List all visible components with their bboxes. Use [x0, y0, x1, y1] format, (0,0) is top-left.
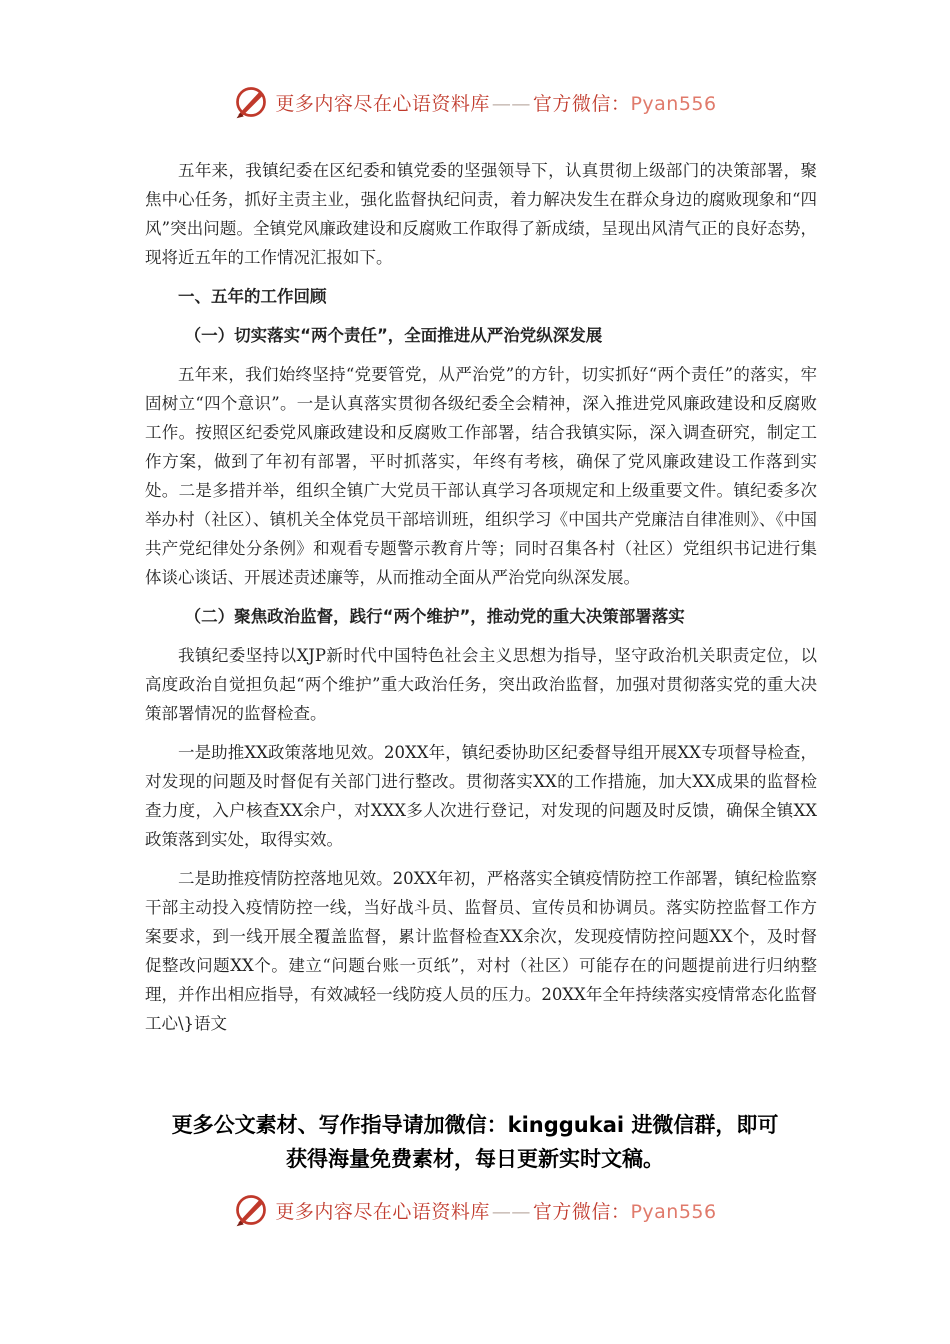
brush-pen-logo-icon: [233, 1192, 269, 1228]
banner-wechat-label: 官方微信：: [532, 92, 631, 115]
footer-banner-title: 更多内容尽在心语资料库: [275, 1200, 490, 1223]
subsection-2-paragraph-2: 一是助推XX政策落地见效。20XX年，镇纪委协助区纪委督导组开展XX专项督导检查，对发现的问题及时督促有关部门进行整改。贯彻落实XX的工作措施，加大XX成果的监督检查力度，入户核查XX余户，对XXX多人次进行登记，对发现的问题及时反馈，确保全镇XX政策落到实处，取得实效。: [145, 743, 817, 849]
banner-title: 更多内容尽在心语资料库: [275, 92, 490, 115]
footer-banner-wechat-label: 官方微信：: [532, 1200, 631, 1223]
promo-line-2: 获得海量免费素材，每日更新实时文稿。: [286, 1147, 664, 1171]
subsection-2-paragraph-1: 我镇纪委坚持以XJP新时代中国特色社会主义思想为指导，坚守政治机关职责定位，以高度政治自觉担负起“两个维护”重大政治任务，突出政治监督，加强对贯彻落实党的重大决策部署情况的监督检查。: [145, 646, 817, 723]
subsection-2-paragraph-3: 二是助推疫情防控落地见效。20XX年初，严格落实全镇疫情防控工作部署，镇纪检监察干部主动投入疫情防控一线，当好战斗员、监督员、宣传员和协调员。落实防控监督工作方案要求，到一线开展全覆盖监督，累计监督检查XX余次，发现疫情防控问题XX个，及时督促整改问题XX个。建立“问题台账一页纸”，对村（社区）可能存在的问题提前进行归纳整理，并作出相应指导，有效减轻一线防疫人员的压力。20XX年全年持续落实疫情常态化监督工心\}语文: [145, 869, 817, 1033]
intro-paragraph: 五年来，我镇纪委在区纪委和镇党委的坚强领导下，认真贯彻上级部门的决策部署，聚焦中心任务，抓好主责主业，强化监督执纪问责，着力解决发生在群众身边的腐败现象和“四风”突出问题。全镇党风廉政建设和反腐败工作取得了新成绩，呈现出风清气正的良好态势，现将近五年的工作情况汇报如下。: [145, 161, 817, 267]
promo-line-1: 更多公文素材、写作指导请加微信：kinggukai 进微信群，即可: [171, 1113, 779, 1137]
subsection-heading-1: （一）切实落实“两个责任”，全面推进从严治党纵深发展: [184, 326, 603, 345]
banner-separator: ——: [491, 92, 531, 115]
document-body: [145, 156, 817, 1038]
banner-text: [275, 89, 716, 116]
subsection-1-paragraph: 五年来，我们始终坚持“党要管党，从严治党”的方针，切实抓好“两个责任”的落实，牢固树立“四个意识”。一是认真落实贯彻各级纪委全会精神，深入推进党风廉政建设和反腐败工作。按照区纪委党风廉政建设和反腐败工作部署，结合我镇实际，深入调查研究，制定工作方案，做到了年初有部署，平时抓落实，年终有考核，确保了党风廉政建设工作落到实处。二是多措并举，组织全镇广大党员干部认真学习各项规定和上级重要文件。镇纪委多次举办村（社区）、镇机关全体党员干部培训班，组织学习《中国共产党廉洁自律准则》、《中国共产党纪律处分条例》和观看专题警示教育片等；同时召集各村（社区）党组织书记进行集体谈心谈话、开展述责述廉等，从而推动全面从严治党向纵深发展。: [145, 365, 817, 587]
section-heading: 一、五年的工作回顾: [178, 287, 327, 306]
header-banner: [0, 80, 950, 124]
footer-banner: [0, 1188, 950, 1232]
footer-banner-wechat-id: Pyan556: [630, 1200, 717, 1223]
subsection-heading-2: （二）聚焦政治监督，践行“两个维护”，推动党的重大决策部署落实: [184, 607, 685, 626]
banner-wechat-id: Pyan556: [630, 92, 717, 115]
brush-pen-logo-icon: [233, 84, 269, 120]
footer-banner-text: [275, 1197, 716, 1224]
promo-notice: [0, 1108, 950, 1176]
footer-banner-separator: ——: [491, 1200, 531, 1223]
